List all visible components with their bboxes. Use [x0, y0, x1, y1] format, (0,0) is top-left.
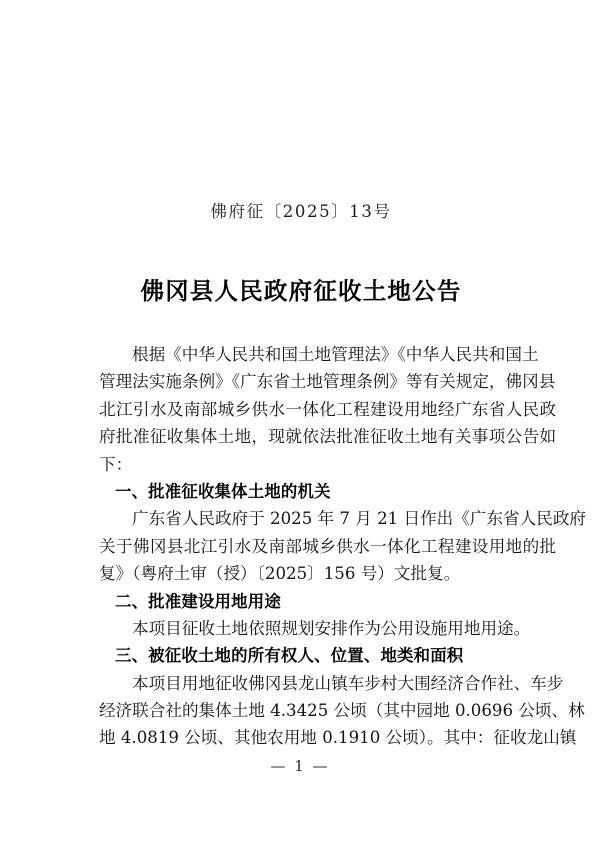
preamble-line-1: 根据《中华人民共和国土地管理法》《中华人民共和国土	[132, 345, 539, 364]
preamble-line-5: 下：	[99, 454, 133, 474]
preamble-line-2: 管理法实施条例》《广东省土地管理条例》等有关规定，佛冈县	[99, 372, 556, 392]
page-number: — 1 —	[270, 757, 330, 775]
section-2-line-1: 本项目征收土地依照规划安排作为公用设施用地用途。	[132, 618, 531, 638]
page-title: 佛冈县人民政府征收土地公告	[140, 277, 462, 305]
section-1-line-1: 广东省人民政府于 2025 年 7 月 21 日作出《广东省人民政府	[132, 509, 587, 529]
document-body	[99, 341, 587, 752]
section-heading-1: 一、批准征收集体土地的机关	[115, 481, 331, 501]
section-heading-2: 二、批准建设用地用途	[115, 591, 281, 611]
document-number: 佛府征〔2025〕13号	[210, 202, 392, 221]
section-1-line-3: 复》（粤府土审（授）〔2025〕156 号）文批复。	[99, 564, 461, 584]
section-3-line-2: 经济联合社的集体土地 4.3425 公顷（其中园地 0.0696 公顷、林	[99, 701, 585, 721]
section-1-line-2: 关于佛冈县北江引水及南部城乡供水一体化工程建设用地的批	[99, 536, 557, 556]
section-3-line-1: 本项目用地征收佛冈县龙山镇车步村大围经济合作社、车步	[132, 673, 564, 693]
preamble-line-3: 北江引水及南部城乡供水一体化工程建设用地经广东省人民政	[99, 399, 557, 419]
preamble-line-4: 府批准征收集体土地，现就依法批准征收土地有关事项公告如	[99, 427, 557, 447]
section-heading-3: 三、被征收土地的所有权人、位置、地类和面积	[115, 646, 464, 666]
section-3-line-3: 地 4.0819 公顷、其他农用地 0.1910 公顷）。其中：征收龙山镇	[99, 728, 577, 748]
